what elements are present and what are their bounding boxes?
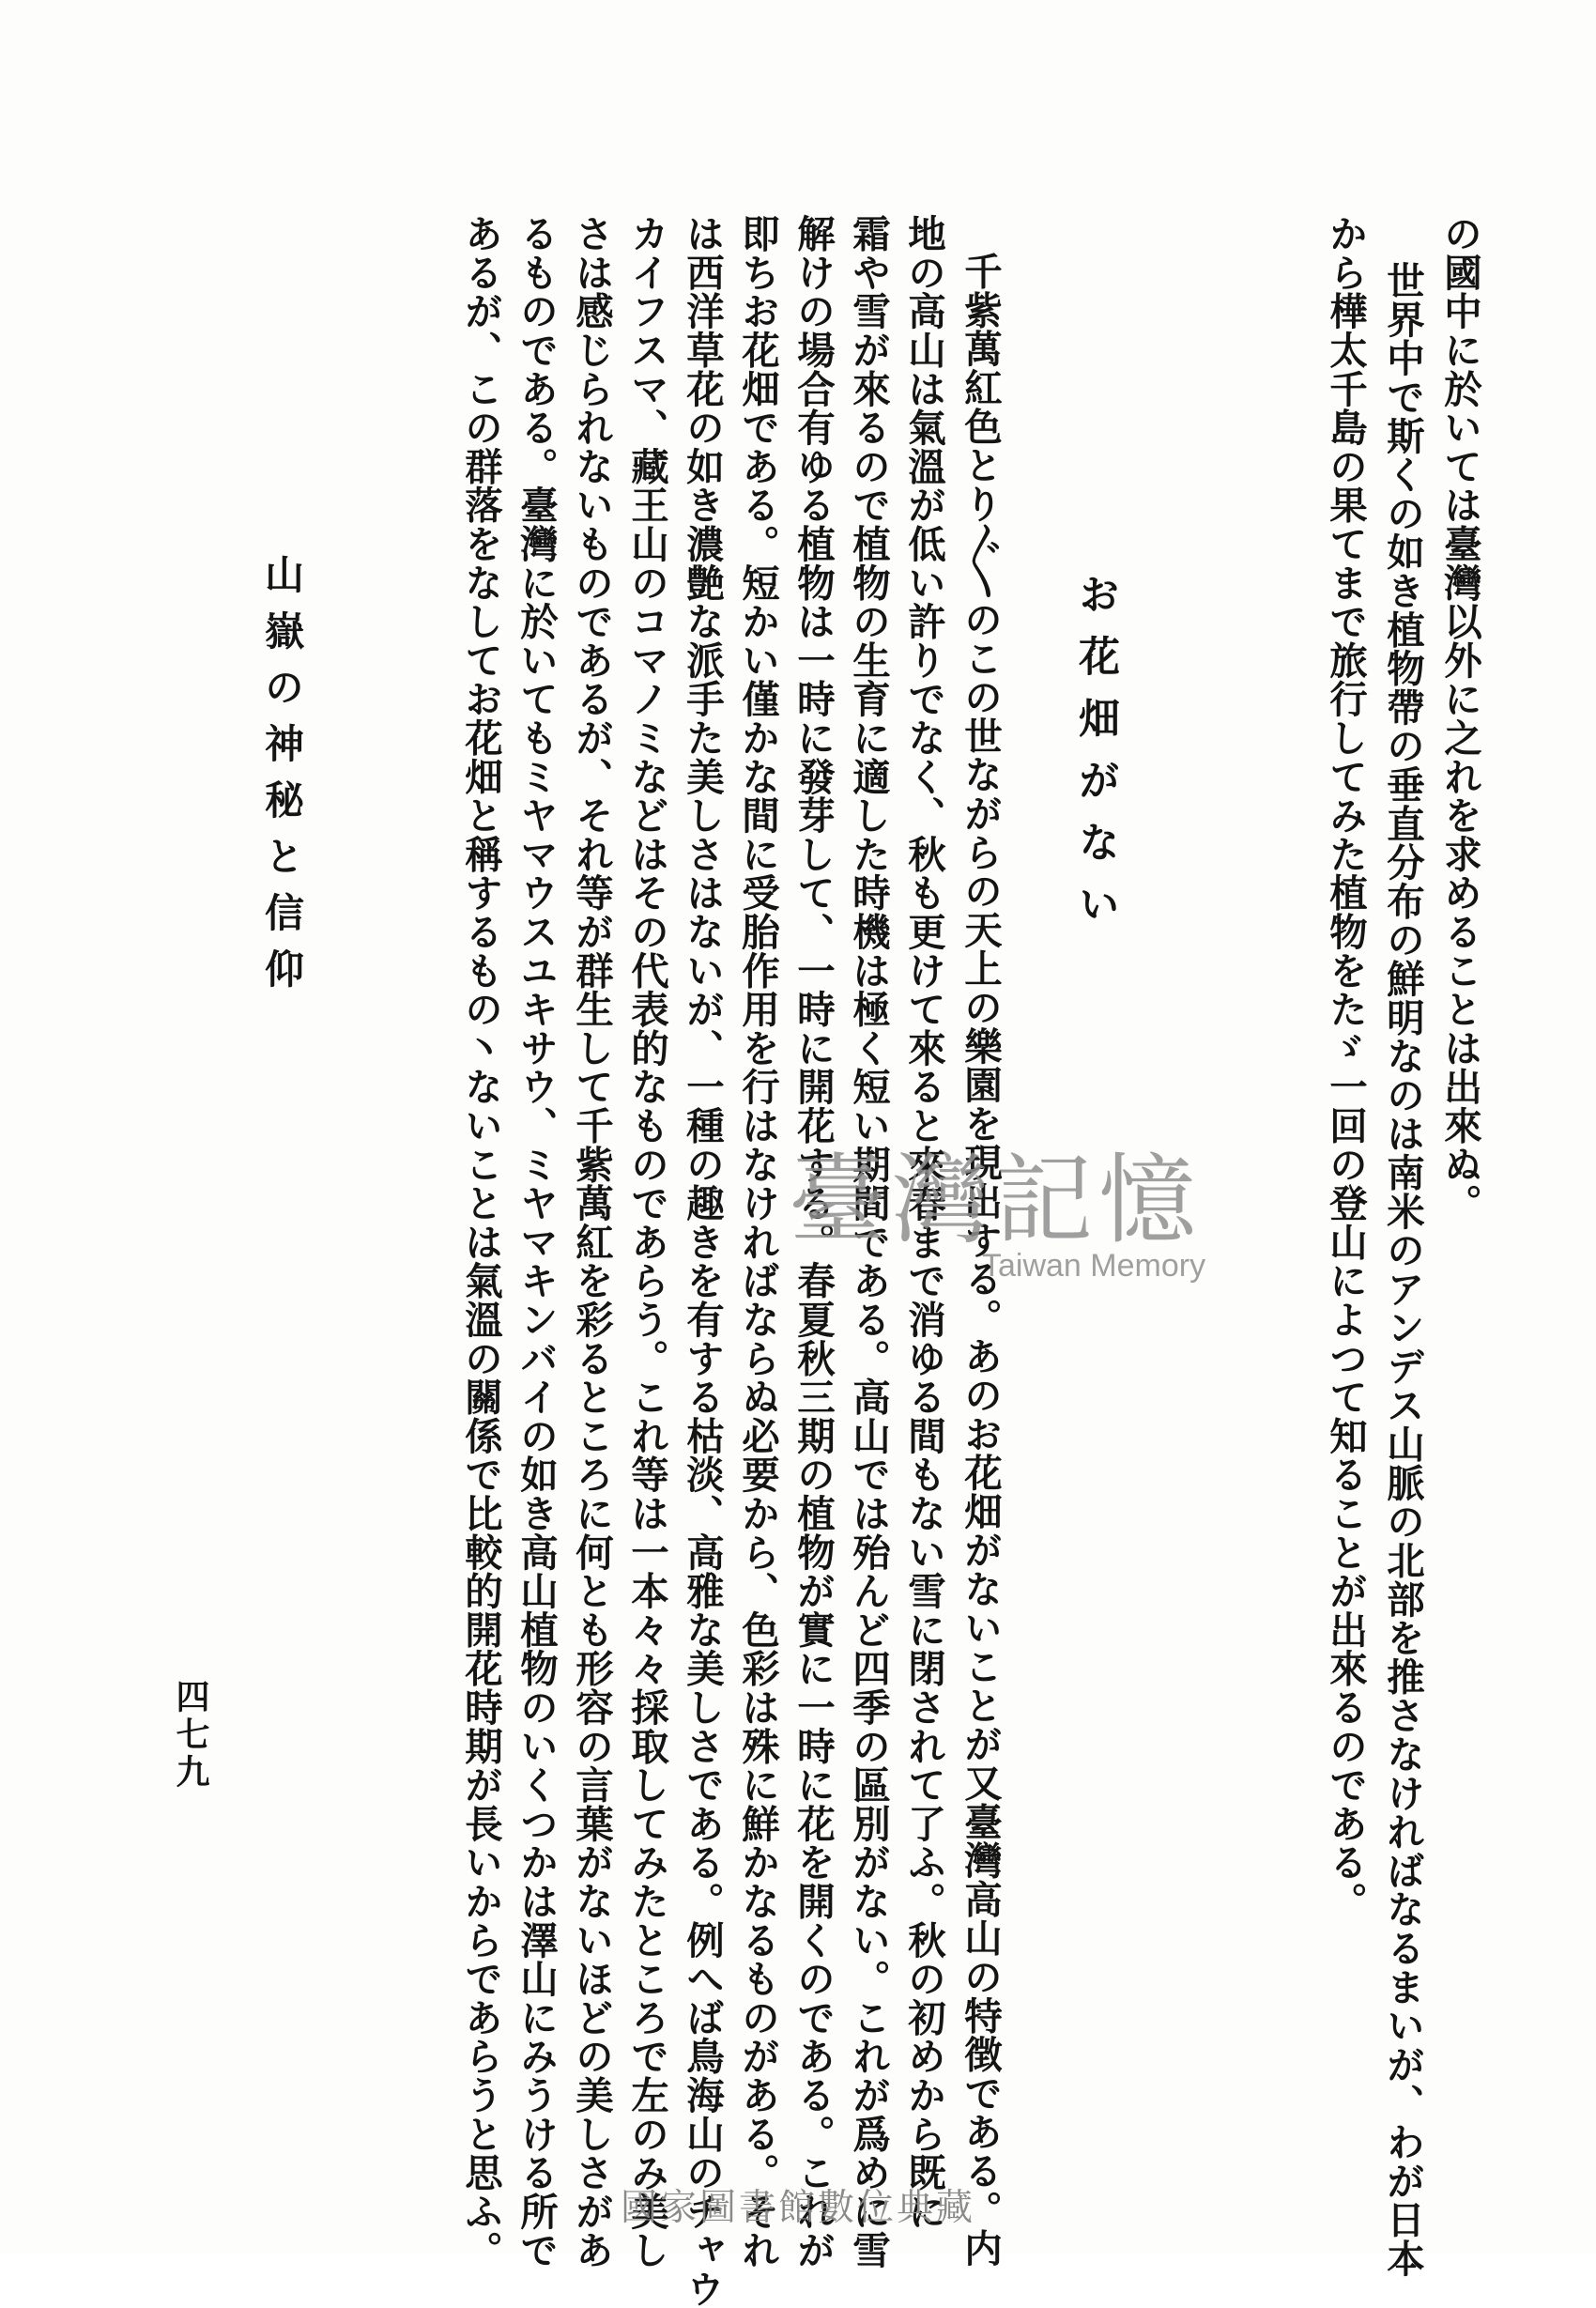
text-column-13: あるが、この群落をなしてお花畑と稱するもの丶ないことは氣溫の關係で比較的開花時期が長いからであらうと思ふ。 <box>458 214 503 2270</box>
text-column-8: 即ちお花畑である。短かい僅かな間に受胎作用を行はなければならぬ必要から、色彩は殊に鮮かなるものがある。それ <box>735 214 780 2270</box>
text-column-9: は西洋草花の如き濃艶な派手た美しさはないが、一種の趣きを有する枯淡、高雅な美しさである。例へば鳥海山のチャウ <box>680 214 725 2308</box>
text-column-2: 世界中で斯くの如き植物帶の垂直分布の鮮明なのは南米のアンデス山脈の北部を推さなければなるまいが、わが日本 <box>1380 261 1425 2278</box>
watermark <box>789 1144 1277 1285</box>
watermark-text: 臺灣記憶 <box>789 1143 1203 1257</box>
section-heading: お花畑がない <box>1071 573 1119 945</box>
page-number: 四七九 <box>171 1679 210 1792</box>
text-column-12: るものである。臺灣に於いてもミヤマウスユキサウ、ミヤマキンバイの如き高山植物のいくつかは澤山にみうける所で <box>514 214 559 2270</box>
text-column-5: 地の高山は氣溫が低い許りでなく、秋も更けて來ると來春まで消ゆる間もない雪に閉されて了ふ。秋の初めから既に <box>901 214 946 2231</box>
text-column-4: 千紫萬紅色とり〴〵のこの世ながらの天上の樂園を現出する。あのお花畑がないことが又臺灣高山の特徴である。内 <box>958 252 1003 2268</box>
text-column-7: 解けの場合有ゆる植物は一時に發芽して、一時に開花する。春夏秋三期の植物が實に一時に花を開くのである。これが <box>790 214 836 2270</box>
watermark-subtitle: Taiwan Memory <box>982 1248 1206 1284</box>
text-column-1: から樺太千島の果てまで旅行してみた植物をたゞ一回の登山によつて知ることが出來るのである。 <box>1323 214 1368 1921</box>
running-title: 山嶽の神秘と信仰 <box>259 554 305 1005</box>
text-column-11: さは感じられないものであるが、それ等が群生して千紫萬紅を彩るところに何とも形容の言葉がないほどの美しさがあ <box>569 214 614 2270</box>
footer-caption: 國家圖書館數位典藏 <box>620 2187 975 2229</box>
text-column-6: 霜や雪が來るので植物の生育に適した時機は極く短い期間である。高山では殆んど四季の區別がない。これが爲めに雪 <box>846 214 891 2270</box>
text-column-3: の國中に於いては臺灣以外に之れを求めることは出來ぬ。 <box>1437 214 1482 1223</box>
text-column-10: カイフスマ、藏王山のコマノミなどはその代表的なものであらう。これ等は一本々々採取してみたところで左のみ美し <box>624 214 669 2270</box>
